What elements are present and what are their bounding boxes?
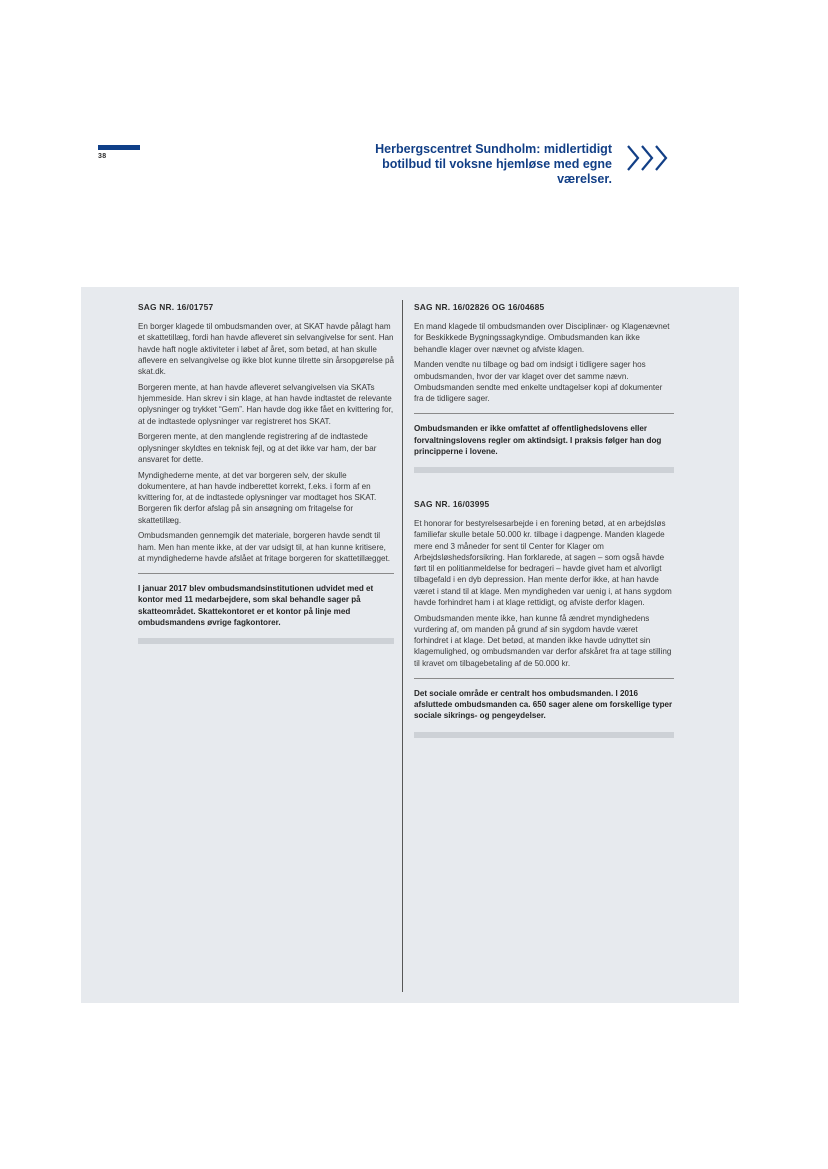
- case-paragraph: Borgeren mente, at den manglende registrering af de indtastede oplysninger skyldtes en teknisk fejl, og at det ikke var ham, der bar ansvaret for dette.: [138, 432, 377, 464]
- column-divider: [402, 300, 403, 992]
- highlight-underbar: [138, 638, 394, 644]
- page-header-title: Herbergscentret Sundholm: midlertidigt botilbud til voksne hjemløse med egne værelser.: [375, 142, 612, 186]
- highlight-note: Ombudsmanden er ikke omfattet af offentlighedslovens eller forvaltningslovens regler om aktindsigt. I praksis følger han dog principperne i lovene.: [414, 424, 662, 456]
- case-paragraph: Ombudsmanden gennemgik det materiale, borgeren havde sendt til ham. Men han mente ikke, at der var udsigt til, at han kunne kritisere, at myndighederne havde afslået at fritage borgeren for skattetillægget.: [138, 531, 390, 563]
- section-rule: [414, 413, 674, 414]
- case-paragraph: Myndighederne mente, at det var borgeren selv, der skulle dokumentere, at han havde indberettet korrekt, f.eks. i form af en kvittering for, at de indtastede oplysninger var modtaget hos SKAT. Borgeren fik derfor afslag på sin ansøgning om fritagelse for skattetillæg.: [138, 470, 377, 525]
- case-paragraph: Et honorar for bestyrelsesarbejde i en forening betød, at en arbejdsløs familiefar skulle betale 50.000 kr. tilbage i dagpenge. Manden klagede mere end 3 måneder for sent til Center for Klager om Arbejdsløshedsforsikring. Han forklarede, at sagen – som også havde ført til en politianmeldelse for bedrageri – havde givet ham et alvorligt tilbagefald i en dyb depression. Han mente derfor ikke, at han havde været i stand til at klage. Men myndigheden var uenig i, at hans sygdom havde forhindret ham i at klage rettidigt, og afviste derfor klagen.: [414, 519, 672, 607]
- case-heading: SAG NR. 16/03995: [414, 499, 490, 509]
- case-heading: SAG NR. 16/02826 OG 16/04685: [414, 302, 545, 312]
- section-rule: [138, 573, 394, 574]
- case-paragraph: En borger klagede til ombudsmanden over, at SKAT havde pålagt ham et skattetillæg, fordi han havde afleveret sin selvangivelse for sent. Han havde haft nogle aktiviteter i løbet af året, som betød, at han skulle aflevere en selvangivelse og ikke blot kunne tilrette sin årsopgørelse på skat.dk.: [138, 322, 394, 376]
- case-paragraph: Manden vendte nu tilbage og bad om indsigt i tidligere sager hos ombudsmanden, hvor der var klaget over det samme nævn. Ombudsmanden sendte med enkelte undtagelser kopi af dokumenter fra de tidligere sager.: [414, 360, 663, 403]
- page-accent-bar: [98, 145, 140, 150]
- highlight-note: I januar 2017 blev ombudsmandsinstitutionen udvidet med et kontor med 11 medarbejdere, som skal behandle sager på skatteområdet. Skattekontoret er et kontor på linje med ombudsmandens øvrige fagkontorer.: [138, 584, 374, 627]
- right-column: [414, 302, 674, 738]
- case-paragraph: Ombudsmanden mente ikke, han kunne få ændret myndighedens vurdering af, om manden på grund af sin sygdom havde været forhindret i at klage. Det betød, at manden ikke havde udnyttet sin klagemulighed, og ombudsmanden var derfor afskåret fra at tage stilling til kravet om tilbagebetaling af de 50.000 kr.: [414, 613, 672, 668]
- case-paragraph: Borgeren mente, at han havde afleveret selvangivelsen via SKATs hjemmeside. Han skrev i sin klage, at han havde indtastet de relevante oplysninger og trykket “Gem”. Han havde dog ikke fået en kvittering for, at de indtastede oplysninger var registreret hos SKAT.: [138, 382, 394, 426]
- section-rule: [414, 678, 674, 679]
- triple-chevron-right-icon: [626, 141, 672, 175]
- case-paragraph: En mand klagede til ombudsmanden over Disciplinær- og Klagenævnet for Beskikkede Bygningssagkyndige. Ombudsmanden kan ikke behandle klager over nævnet og afviste klagen.: [414, 322, 670, 354]
- highlight-note: Det sociale område er centralt hos ombudsmanden. I 2016 afsluttede ombudsmanden ca. 650 sager alene om forskellige typer sociale sikrings- og pengeydelser.: [414, 688, 673, 721]
- left-column: [138, 302, 394, 644]
- case-heading: SAG NR. 16/01757: [138, 302, 214, 312]
- highlight-underbar: [414, 732, 674, 738]
- page-number: 38: [98, 153, 107, 160]
